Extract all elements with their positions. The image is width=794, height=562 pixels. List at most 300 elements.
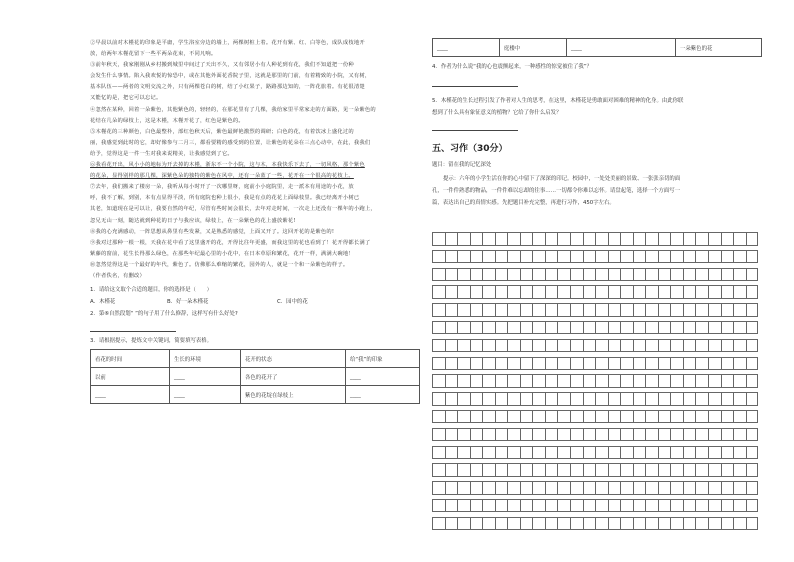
grid-cell[interactable]: [532, 268, 545, 282]
grid-cell[interactable]: [445, 250, 458, 264]
grid-cell[interactable]: [746, 446, 759, 460]
grid-cell[interactable]: [570, 392, 583, 406]
grid-cell[interactable]: [545, 339, 558, 353]
grid-cell[interactable]: [507, 463, 520, 477]
grid-cell[interactable]: [545, 250, 558, 264]
grid-cell[interactable]: [658, 392, 671, 406]
grid-cell[interactable]: [670, 303, 683, 317]
grid-cell[interactable]: [595, 232, 608, 246]
grid-cell[interactable]: [495, 357, 508, 371]
grid-cell[interactable]: [507, 517, 520, 531]
grid-cell[interactable]: [495, 303, 508, 317]
grid-cell[interactable]: [432, 428, 445, 442]
grid-cell[interactable]: [708, 374, 721, 388]
grid-cell[interactable]: [545, 268, 558, 282]
grid-cell[interactable]: [495, 517, 508, 531]
grid-cell[interactable]: [432, 446, 445, 460]
grid-cell[interactable]: [532, 410, 545, 424]
option-a[interactable]: A．木槿花: [90, 299, 116, 306]
grid-cell[interactable]: [445, 339, 458, 353]
grid-cell[interactable]: [432, 303, 445, 317]
grid-cell[interactable]: [695, 410, 708, 424]
grid-cell[interactable]: [645, 374, 658, 388]
grid-cell[interactable]: [595, 517, 608, 531]
grid-cell[interactable]: [620, 463, 633, 477]
grid-cell[interactable]: [482, 357, 495, 371]
grid-cell[interactable]: [633, 481, 646, 495]
grid-cell[interactable]: [620, 517, 633, 531]
grid-cell[interactable]: [557, 410, 570, 424]
grid-cell[interactable]: [507, 339, 520, 353]
answer-line[interactable]: [90, 324, 176, 332]
grid-cell[interactable]: [746, 357, 759, 371]
grid-cell[interactable]: [708, 410, 721, 424]
grid-cell[interactable]: [658, 463, 671, 477]
grid-cell[interactable]: [507, 357, 520, 371]
grid-cell[interactable]: [570, 481, 583, 495]
grid-cell[interactable]: [507, 321, 520, 335]
grid-cell[interactable]: [495, 285, 508, 299]
grid-cell[interactable]: [457, 428, 470, 442]
grid-cell[interactable]: [532, 303, 545, 317]
grid-cell[interactable]: [595, 463, 608, 477]
grid-cell[interactable]: [645, 232, 658, 246]
grid-cell[interactable]: [570, 232, 583, 246]
grid-cell[interactable]: [532, 463, 545, 477]
grid-cell[interactable]: [683, 463, 696, 477]
grid-cell[interactable]: [595, 428, 608, 442]
grid-cell[interactable]: [557, 446, 570, 460]
grid-cell[interactable]: [658, 428, 671, 442]
grid-cell[interactable]: [532, 285, 545, 299]
grid-cell[interactable]: [557, 321, 570, 335]
grid-cell[interactable]: [557, 303, 570, 317]
grid-cell[interactable]: [670, 499, 683, 513]
grid-cell[interactable]: [570, 303, 583, 317]
grid-cell[interactable]: [633, 303, 646, 317]
grid-cell[interactable]: [733, 392, 746, 406]
grid-cell[interactable]: [608, 463, 621, 477]
grid-cell[interactable]: [645, 250, 658, 264]
grid-cell[interactable]: [470, 428, 483, 442]
grid-cell[interactable]: [633, 392, 646, 406]
grid-cell[interactable]: [746, 428, 759, 442]
grid-cell[interactable]: [683, 392, 696, 406]
grid-cell[interactable]: [495, 232, 508, 246]
grid-cell[interactable]: [670, 428, 683, 442]
grid-cell[interactable]: [746, 250, 759, 264]
grid-cell[interactable]: [520, 303, 533, 317]
grid-cell[interactable]: [595, 321, 608, 335]
grid-cell[interactable]: [721, 517, 734, 531]
grid-cell[interactable]: [733, 517, 746, 531]
grid-cell[interactable]: [695, 232, 708, 246]
grid-cell[interactable]: [532, 499, 545, 513]
grid-cell[interactable]: [482, 481, 495, 495]
grid-cell[interactable]: [695, 285, 708, 299]
grid-cell[interactable]: [457, 250, 470, 264]
grid-cell[interactable]: [708, 463, 721, 477]
grid-cell[interactable]: [570, 517, 583, 531]
grid-cell[interactable]: [721, 285, 734, 299]
grid-cell[interactable]: [746, 392, 759, 406]
grid-cell[interactable]: [608, 410, 621, 424]
grid-cell[interactable]: [721, 321, 734, 335]
grid-cell[interactable]: [695, 392, 708, 406]
grid-cell[interactable]: [645, 339, 658, 353]
grid-cell[interactable]: [670, 250, 683, 264]
grid-cell[interactable]: [746, 374, 759, 388]
grid-cell[interactable]: [746, 517, 759, 531]
grid-cell[interactable]: [746, 463, 759, 477]
grid-cell[interactable]: [520, 463, 533, 477]
grid-cell[interactable]: [595, 268, 608, 282]
grid-cell[interactable]: [445, 446, 458, 460]
grid-cell[interactable]: [683, 481, 696, 495]
grid-cell[interactable]: [470, 499, 483, 513]
grid-cell[interactable]: [445, 410, 458, 424]
grid-cell[interactable]: [658, 303, 671, 317]
grid-cell[interactable]: [695, 481, 708, 495]
grid-cell[interactable]: [482, 428, 495, 442]
grid-cell[interactable]: [532, 481, 545, 495]
grid-cell[interactable]: [545, 303, 558, 317]
grid-cell[interactable]: [445, 463, 458, 477]
grid-cell[interactable]: [645, 303, 658, 317]
grid-cell[interactable]: [645, 392, 658, 406]
grid-cell[interactable]: [545, 410, 558, 424]
grid-cell[interactable]: [608, 250, 621, 264]
grid-cell[interactable]: [495, 499, 508, 513]
grid-cell[interactable]: [532, 232, 545, 246]
grid-cell[interactable]: [495, 250, 508, 264]
grid-cell[interactable]: [608, 499, 621, 513]
grid-cell[interactable]: [595, 357, 608, 371]
grid-cell[interactable]: [545, 428, 558, 442]
grid-cell[interactable]: [620, 410, 633, 424]
grid-cell[interactable]: [507, 392, 520, 406]
grid-cell[interactable]: [507, 374, 520, 388]
grid-cell[interactable]: [658, 250, 671, 264]
grid-cell[interactable]: [507, 446, 520, 460]
grid-cell[interactable]: [633, 285, 646, 299]
grid-cell[interactable]: [482, 499, 495, 513]
grid-cell[interactable]: [595, 481, 608, 495]
grid-cell[interactable]: [733, 285, 746, 299]
grid-cell[interactable]: [746, 232, 759, 246]
answer-line[interactable]: [432, 123, 518, 131]
grid-cell[interactable]: [683, 357, 696, 371]
grid-cell[interactable]: [520, 321, 533, 335]
grid-cell[interactable]: [633, 374, 646, 388]
grid-cell[interactable]: [670, 446, 683, 460]
grid-cell[interactable]: [695, 339, 708, 353]
grid-cell[interactable]: [520, 268, 533, 282]
grid-cell[interactable]: [495, 321, 508, 335]
grid-cell[interactable]: [658, 339, 671, 353]
grid-cell[interactable]: [570, 321, 583, 335]
grid-cell[interactable]: [507, 428, 520, 442]
grid-cell[interactable]: [532, 517, 545, 531]
grid-cell[interactable]: [545, 285, 558, 299]
answer-line[interactable]: [432, 79, 518, 87]
grid-cell[interactable]: [721, 357, 734, 371]
grid-cell[interactable]: [470, 374, 483, 388]
grid-cell[interactable]: [746, 481, 759, 495]
grid-cell[interactable]: [507, 232, 520, 246]
grid-cell[interactable]: [482, 446, 495, 460]
grid-cell[interactable]: [557, 428, 570, 442]
grid-cell[interactable]: [746, 499, 759, 513]
grid-cell[interactable]: [683, 428, 696, 442]
grid-cell[interactable]: [658, 268, 671, 282]
grid-cell[interactable]: [670, 374, 683, 388]
grid-cell[interactable]: [507, 481, 520, 495]
grid-cell[interactable]: [670, 232, 683, 246]
grid-cell[interactable]: [595, 303, 608, 317]
grid-cell[interactable]: [708, 446, 721, 460]
grid-cell[interactable]: [545, 357, 558, 371]
grid-cell[interactable]: [721, 392, 734, 406]
grid-cell[interactable]: [532, 392, 545, 406]
grid-cell[interactable]: [733, 374, 746, 388]
grid-cell[interactable]: [583, 392, 596, 406]
grid-cell[interactable]: [520, 392, 533, 406]
grid-cell[interactable]: [432, 357, 445, 371]
grid-cell[interactable]: [520, 446, 533, 460]
grid-cell[interactable]: [695, 374, 708, 388]
grid-cell[interactable]: [721, 481, 734, 495]
grid-cell[interactable]: [721, 374, 734, 388]
grid-cell[interactable]: [457, 268, 470, 282]
grid-cell[interactable]: [683, 285, 696, 299]
grid-cell[interactable]: [708, 517, 721, 531]
grid-cell[interactable]: [520, 481, 533, 495]
grid-cell[interactable]: [432, 339, 445, 353]
grid-cell[interactable]: [683, 446, 696, 460]
grid-cell[interactable]: [457, 357, 470, 371]
grid-cell[interactable]: [620, 321, 633, 335]
grid-cell[interactable]: [482, 392, 495, 406]
grid-cell[interactable]: [633, 499, 646, 513]
grid-cell[interactable]: [470, 268, 483, 282]
grid-cell[interactable]: [557, 268, 570, 282]
grid-cell[interactable]: [721, 339, 734, 353]
grid-cell[interactable]: [670, 410, 683, 424]
grid-cell[interactable]: [595, 374, 608, 388]
grid-cell[interactable]: [470, 410, 483, 424]
grid-cell[interactable]: [658, 410, 671, 424]
grid-cell[interactable]: [570, 499, 583, 513]
grid-cell[interactable]: [457, 481, 470, 495]
grid-cell[interactable]: [445, 357, 458, 371]
grid-cell[interactable]: [583, 517, 596, 531]
grid-cell[interactable]: [708, 481, 721, 495]
grid-cell[interactable]: [507, 268, 520, 282]
grid-cell[interactable]: [520, 410, 533, 424]
grid-cell[interactable]: [445, 392, 458, 406]
grid-cell[interactable]: [658, 517, 671, 531]
grid-cell[interactable]: [570, 374, 583, 388]
grid-cell[interactable]: [432, 499, 445, 513]
grid-cell[interactable]: [495, 463, 508, 477]
grid-cell[interactable]: [733, 321, 746, 335]
grid-cell[interactable]: [645, 428, 658, 442]
grid-cell[interactable]: [608, 303, 621, 317]
grid-cell[interactable]: [658, 285, 671, 299]
grid-cell[interactable]: [583, 499, 596, 513]
grid-cell[interactable]: [457, 499, 470, 513]
grid-cell[interactable]: [683, 499, 696, 513]
grid-cell[interactable]: [432, 321, 445, 335]
grid-cell[interactable]: [557, 463, 570, 477]
grid-cell[interactable]: [608, 339, 621, 353]
grid-cell[interactable]: [482, 410, 495, 424]
grid-cell[interactable]: [683, 303, 696, 317]
grid-cell[interactable]: [708, 250, 721, 264]
grid-cell[interactable]: [708, 392, 721, 406]
grid-cell[interactable]: [545, 517, 558, 531]
grid-cell[interactable]: [495, 446, 508, 460]
grid-cell[interactable]: [608, 357, 621, 371]
grid-cell[interactable]: [583, 339, 596, 353]
grid-cell[interactable]: [432, 392, 445, 406]
grid-cell[interactable]: [733, 428, 746, 442]
grid-cell[interactable]: [595, 499, 608, 513]
grid-cell[interactable]: [482, 463, 495, 477]
grid-cell[interactable]: [708, 499, 721, 513]
grid-cell[interactable]: [670, 268, 683, 282]
grid-cell[interactable]: [432, 463, 445, 477]
grid-cell[interactable]: [532, 321, 545, 335]
option-c[interactable]: C．园中的花: [277, 299, 308, 306]
grid-cell[interactable]: [695, 517, 708, 531]
grid-cell[interactable]: [445, 517, 458, 531]
grid-cell[interactable]: [608, 374, 621, 388]
grid-cell[interactable]: [683, 339, 696, 353]
grid-cell[interactable]: [620, 250, 633, 264]
grid-cell[interactable]: [721, 499, 734, 513]
grid-cell[interactable]: [708, 357, 721, 371]
grid-cell[interactable]: [583, 374, 596, 388]
grid-cell[interactable]: [695, 268, 708, 282]
grid-cell[interactable]: [645, 499, 658, 513]
grid-cell[interactable]: [658, 446, 671, 460]
grid-cell[interactable]: [595, 410, 608, 424]
grid-cell[interactable]: [432, 268, 445, 282]
grid-cell[interactable]: [432, 374, 445, 388]
grid-cell[interactable]: [583, 285, 596, 299]
grid-cell[interactable]: [645, 517, 658, 531]
grid-cell[interactable]: [645, 481, 658, 495]
grid-cell[interactable]: [645, 446, 658, 460]
grid-cell[interactable]: [583, 428, 596, 442]
grid-cell[interactable]: [746, 303, 759, 317]
grid-cell[interactable]: [470, 250, 483, 264]
grid-cell[interactable]: [545, 463, 558, 477]
grid-cell[interactable]: [608, 232, 621, 246]
grid-cell[interactable]: [683, 321, 696, 335]
table-cell[interactable]: ____: [567, 39, 676, 57]
grid-cell[interactable]: [633, 517, 646, 531]
grid-cell[interactable]: [733, 499, 746, 513]
grid-cell[interactable]: [470, 357, 483, 371]
option-b[interactable]: B．好一朵木槿花: [167, 299, 209, 306]
grid-cell[interactable]: [495, 268, 508, 282]
grid-cell[interactable]: [708, 285, 721, 299]
grid-cell[interactable]: [557, 499, 570, 513]
grid-cell[interactable]: [507, 250, 520, 264]
grid-cell[interactable]: [658, 374, 671, 388]
grid-cell[interactable]: [746, 339, 759, 353]
grid-cell[interactable]: [482, 232, 495, 246]
grid-cell[interactable]: [708, 339, 721, 353]
grid-cell[interactable]: [445, 303, 458, 317]
grid-cell[interactable]: [570, 285, 583, 299]
grid-cell[interactable]: [645, 463, 658, 477]
grid-cell[interactable]: [620, 285, 633, 299]
grid-cell[interactable]: [645, 410, 658, 424]
grid-cell[interactable]: [545, 499, 558, 513]
grid-cell[interactable]: [583, 463, 596, 477]
grid-cell[interactable]: [457, 321, 470, 335]
grid-cell[interactable]: [583, 410, 596, 424]
grid-cell[interactable]: [695, 499, 708, 513]
grid-cell[interactable]: [608, 428, 621, 442]
grid-cell[interactable]: [557, 357, 570, 371]
grid-cell[interactable]: [432, 481, 445, 495]
grid-cell[interactable]: [445, 321, 458, 335]
grid-cell[interactable]: [658, 321, 671, 335]
grid-cell[interactable]: [570, 339, 583, 353]
grid-cell[interactable]: [495, 410, 508, 424]
grid-cell[interactable]: [482, 374, 495, 388]
grid-cell[interactable]: [520, 285, 533, 299]
grid-cell[interactable]: [733, 250, 746, 264]
grid-cell[interactable]: [670, 481, 683, 495]
grid-cell[interactable]: [733, 357, 746, 371]
grid-cell[interactable]: [695, 357, 708, 371]
grid-cell[interactable]: [557, 392, 570, 406]
grid-cell[interactable]: [482, 268, 495, 282]
grid-cell[interactable]: [457, 339, 470, 353]
grid-cell[interactable]: [708, 321, 721, 335]
grid-cell[interactable]: [733, 339, 746, 353]
table-cell[interactable]: ____: [91, 386, 170, 404]
grid-cell[interactable]: [532, 374, 545, 388]
grid-cell[interactable]: [445, 232, 458, 246]
grid-cell[interactable]: [470, 463, 483, 477]
grid-cell[interactable]: [445, 481, 458, 495]
grid-cell[interactable]: [495, 392, 508, 406]
grid-cell[interactable]: [683, 250, 696, 264]
grid-cell[interactable]: [432, 285, 445, 299]
grid-cell[interactable]: [670, 463, 683, 477]
grid-cell[interactable]: [645, 285, 658, 299]
grid-cell[interactable]: [570, 268, 583, 282]
grid-cell[interactable]: [620, 499, 633, 513]
grid-cell[interactable]: [545, 232, 558, 246]
grid-cell[interactable]: [733, 446, 746, 460]
grid-cell[interactable]: [520, 250, 533, 264]
grid-cell[interactable]: [482, 517, 495, 531]
grid-cell[interactable]: [620, 481, 633, 495]
grid-cell[interactable]: [721, 446, 734, 460]
grid-cell[interactable]: [583, 250, 596, 264]
grid-cell[interactable]: [721, 268, 734, 282]
grid-cell[interactable]: [620, 303, 633, 317]
grid-cell[interactable]: [608, 446, 621, 460]
